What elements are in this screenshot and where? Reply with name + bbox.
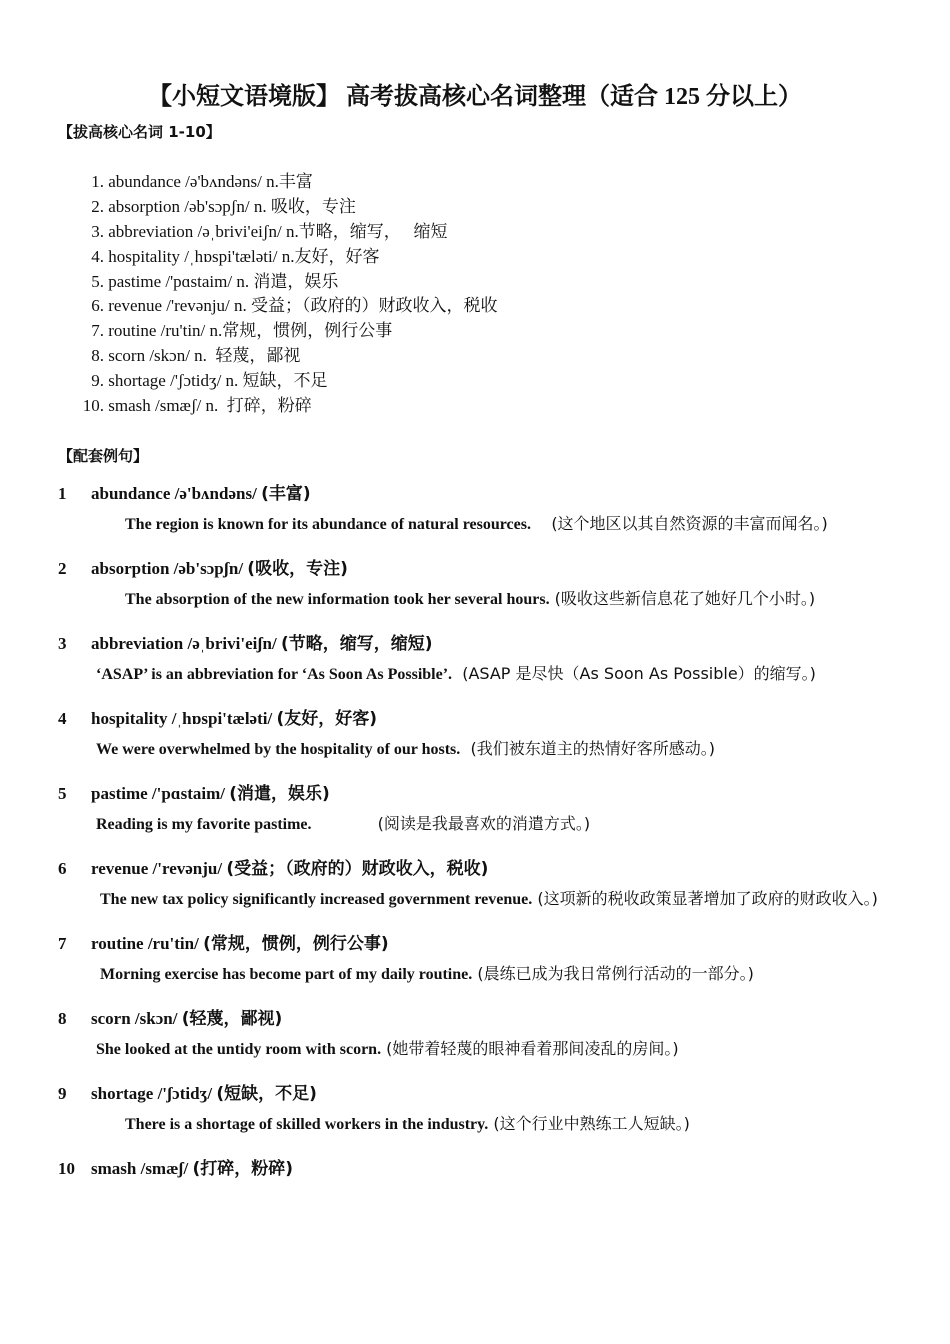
entry-heading: 2 absorption /əb'sɔpʃn/ (吸收，专注) xyxy=(58,559,348,579)
entry-heading: 7 routine /ru'tin/ (常规，惯例，例行公事) xyxy=(58,934,389,954)
vocab-item: 7. routine /ru'tin/ n.常规，惯例，例行公事 xyxy=(91,321,393,341)
example-sentence: The region is known for its abundance of natural resources. (这个地区以其自然资源的丰富而闻名。) xyxy=(125,514,828,533)
vocab-item: 8. scorn /skɔn/ n. 轻蔑，鄙视 xyxy=(91,346,301,366)
entry-heading: 3 abbreviation /əˌbrivi'eiʃn/ (节略，缩写，缩短) xyxy=(58,634,433,654)
entry-heading: 5 pastime /'pɑstaim/ (消遣，娱乐) xyxy=(58,784,330,804)
example-sentence: She looked at the untidy room with scorn. (她带着轻蔑的眼神看着那间凌乱的房间。) xyxy=(96,1039,679,1058)
vocab-item: 3. abbreviation /əˌbrivi'eiʃn/ n.节略，缩写， 缩短 xyxy=(91,221,448,241)
entry-heading: 9 shortage /'ʃɔtidʒ/ (短缺，不足) xyxy=(58,1084,317,1104)
example-sentence: The new tax policy significantly increased government revenue. (这项新的税收政策显著增加了政府的财政收入。) xyxy=(100,889,878,908)
example-sentence: The absorption of the new information took her several hours. (吸收这些新信息花了她好几个小时。) xyxy=(125,589,816,608)
example-sentence: Morning exercise has become part of my daily routine. (晨练已成为我日常例行活动的一部分。) xyxy=(100,964,754,983)
entry-heading: 6 revenue /'revənju/ (受益；（政府的）财政收入，税收) xyxy=(58,859,489,879)
entry-heading: 1 abundance /ə'bʌndəns/ (丰富) xyxy=(58,484,311,504)
vocab-item: 4. hospitality /ˌhɒspi'tæləti/ n.友好，好客 xyxy=(91,246,380,266)
vocab-item: 10. smash /smæʃ/ n. 打碎，粉碎 xyxy=(82,396,312,416)
examples-section-heading: 【配套例句】 xyxy=(58,447,149,465)
example-sentence: We were overwhelmed by the hospitality of our hosts. (我们被东道主的热情好客所感动。) xyxy=(96,739,715,758)
vocab-item: 2. absorption /əb'sɔpʃn/ n. 吸收，专注 xyxy=(91,196,356,216)
example-sentence: There is a shortage of skilled workers in the industry. (这个行业中熟练工人短缺。) xyxy=(125,1114,690,1133)
page-title: 【小短文语境版】 高考拔高核心名词整理（适合 125 分以上） xyxy=(148,84,802,110)
vocab-list xyxy=(58,170,498,419)
entry-heading: 8 scorn /skɔn/ (轻蔑，鄙视) xyxy=(58,1009,283,1029)
vocab-item: 9. shortage /'ʃɔtidʒ/ n. 短缺，不足 xyxy=(91,371,328,391)
example-sentence: ‘ASAP’ is an abbreviation for ‘As Soon As Possible’. (ASAP 是尽快（As Soon As Possible）的缩写。) xyxy=(96,664,816,683)
entry-heading: 10 smash /smæʃ/ (打碎，粉碎) xyxy=(58,1159,294,1179)
vocab-item: 5. pastime /'pɑstaim/ n. 消遣，娱乐 xyxy=(91,271,339,291)
example-sentence: Reading is my favorite pastime. (阅读是我最喜欢的消遣方式。) xyxy=(96,814,591,833)
vocab-section-heading: 【拔高核心名词 1-10】 xyxy=(58,123,221,141)
vocab-item: 6. revenue /'revənju/ n. 受益；（政府的）财政收入，税收 xyxy=(91,296,498,316)
vocab-item: 1. abundance /ə'bʌndəns/ n.丰富 xyxy=(91,172,313,191)
example-entries xyxy=(58,476,894,1187)
entry-heading: 4 hospitality /ˌhɒspi'tæləti/ (友好，好客) xyxy=(58,709,378,729)
